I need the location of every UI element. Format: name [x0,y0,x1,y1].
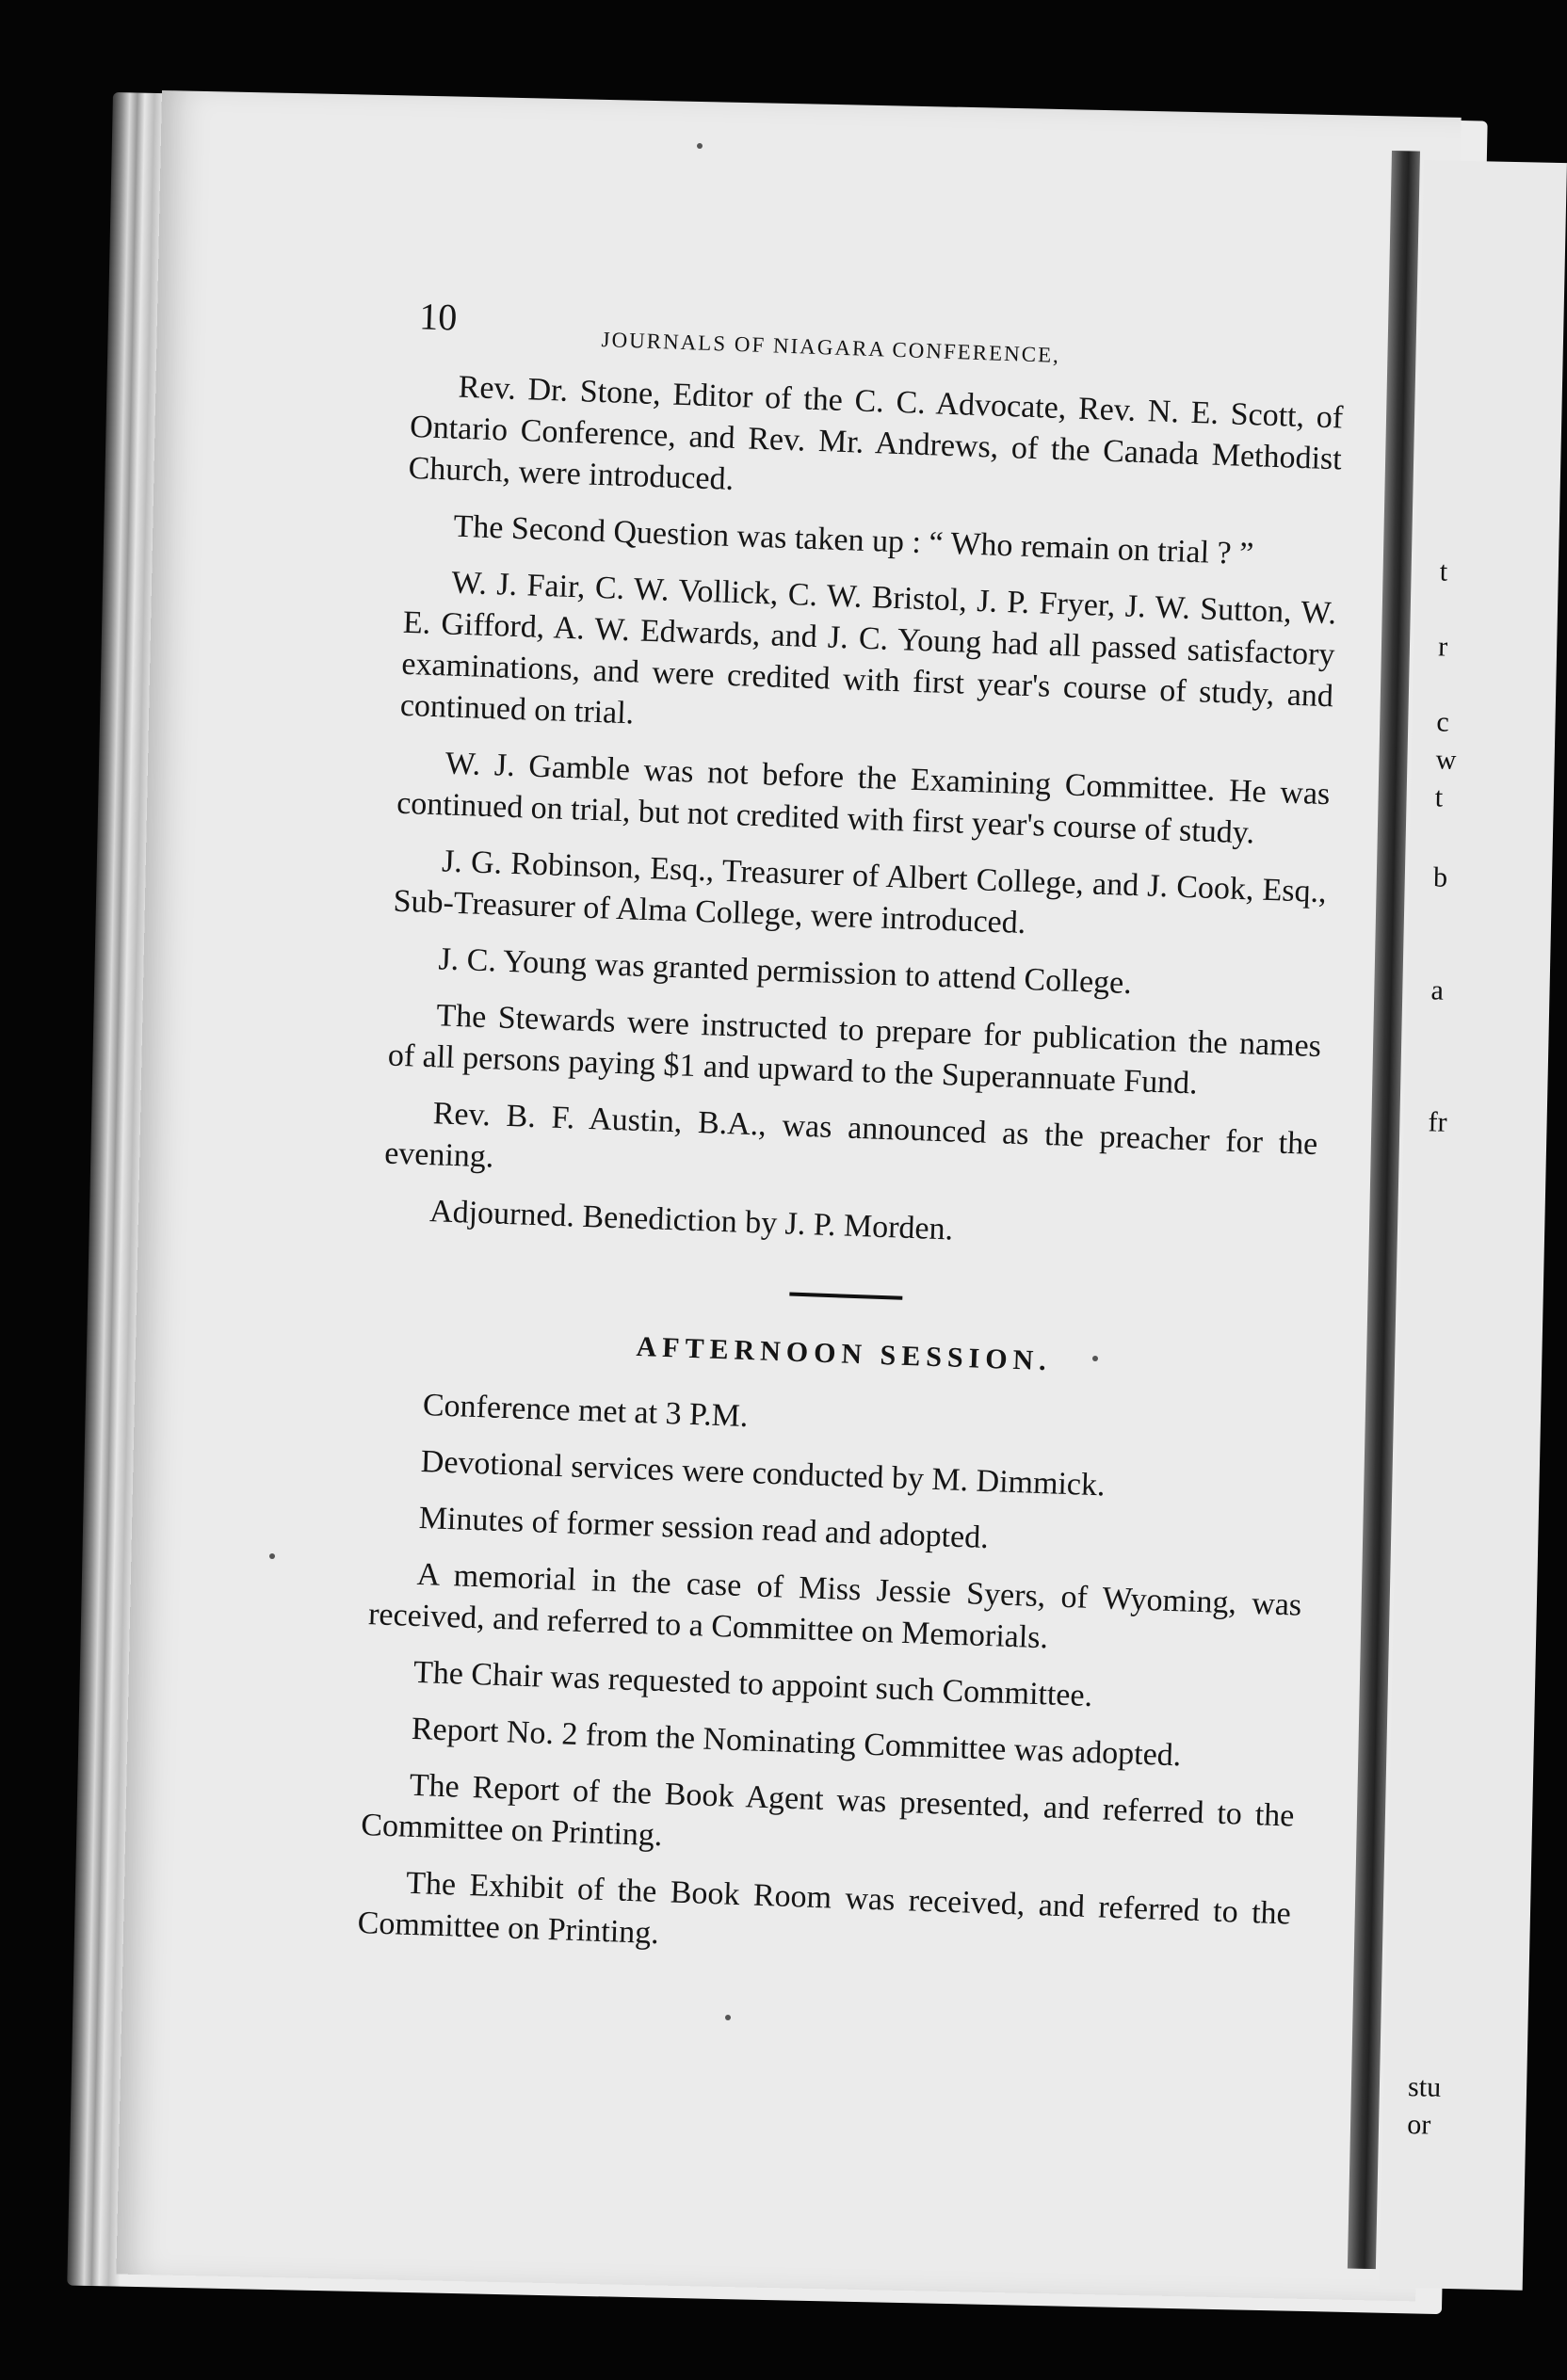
running-head: JOURNALS OF NIAGARA CONFERENCE, [601,327,1061,367]
paragraph: Report No. 2 from the Nominating Committee was adopted. [411,1711,1182,1774]
paragraph: Adjourned. Benediction by J. P. Morden. [428,1194,954,1247]
paragraph: The Exhibit of the Book Room was received, and referred to the Committee on Printing. [357,1865,1292,1952]
facing-fragment: t [1439,555,1448,587]
page-text [356,295,1346,1991]
section-heading: AFTERNOON SESSION. [636,1330,1053,1377]
facing-fragment: b [1432,861,1448,893]
paragraph: J. C. Young was granted permission to attend College. [437,941,1133,1002]
facing-fragment: a [1430,974,1445,1006]
paragraph: Minutes of former session read and adopted. [418,1500,990,1556]
paragraph: A memorial in the case of Miss Jessie Syers, of Wyoming, was received, and referred to a Committee on Memorials. [367,1556,1302,1656]
paragraph: Conference met at 3 P.M. [422,1388,750,1435]
paragraph: J. G. Robinson, Esq., Treasurer of Albert College, and J. Cook, Esq., Sub-Treasurer of Alma College, were introduced. [393,844,1328,941]
facing-fragment: t [1434,781,1444,813]
paragraph: Rev. Dr. Stone, Editor of the C. C. Advocate, Rev. N. E. Scott, of Ontario Conference, and Rev. Mr. Andrews, of the Canada Methodist Church, were introduced. [408,369,1344,497]
facing-fragment: stu [1407,2071,1442,2103]
paragraph: The Report of the Book Agent was presented, and referred to the Committee on Printing. [360,1767,1295,1854]
paragraph: W. J. Gamble was not before the Examining Committee. He was continued on trial, but not credited with first year's course of study. [396,746,1331,851]
paragraph: The Chair was requested to appoint such Committee. [412,1654,1093,1714]
page-number: 10 [418,295,459,339]
facing-fragment: r [1437,631,1448,663]
facing-fragment: c [1436,706,1450,738]
facing-fragment: or [1406,2109,1431,2141]
section-divider [789,1293,902,1300]
paragraph: W. J. Fair, C. W. Vollick, C. W. Bristol, J. P. Fryer, J. W. Sutton, W. E. Gifford, A. W. Edwards, and J. C. Young had all passed satisfactory examinations, and were credited with first year's course of study, and continued on trial. [399,565,1337,732]
paragraph: The Second Question was taken up : “ Who remain on trial ? ” [452,508,1254,572]
facing-fragment: fr [1428,1106,1447,1138]
facing-fragment: w [1435,744,1457,776]
paragraph: The Stewards were instructed to prepare for publication the names of all persons paying $1 and upward to the Superannuate Fund. [387,998,1322,1102]
paragraph: Devotional services were conducted by M. Dimmick. [420,1444,1107,1504]
paragraph: Rev. B. F. Austin, B.A., was announced as the preacher for the evening. [383,1096,1318,1175]
